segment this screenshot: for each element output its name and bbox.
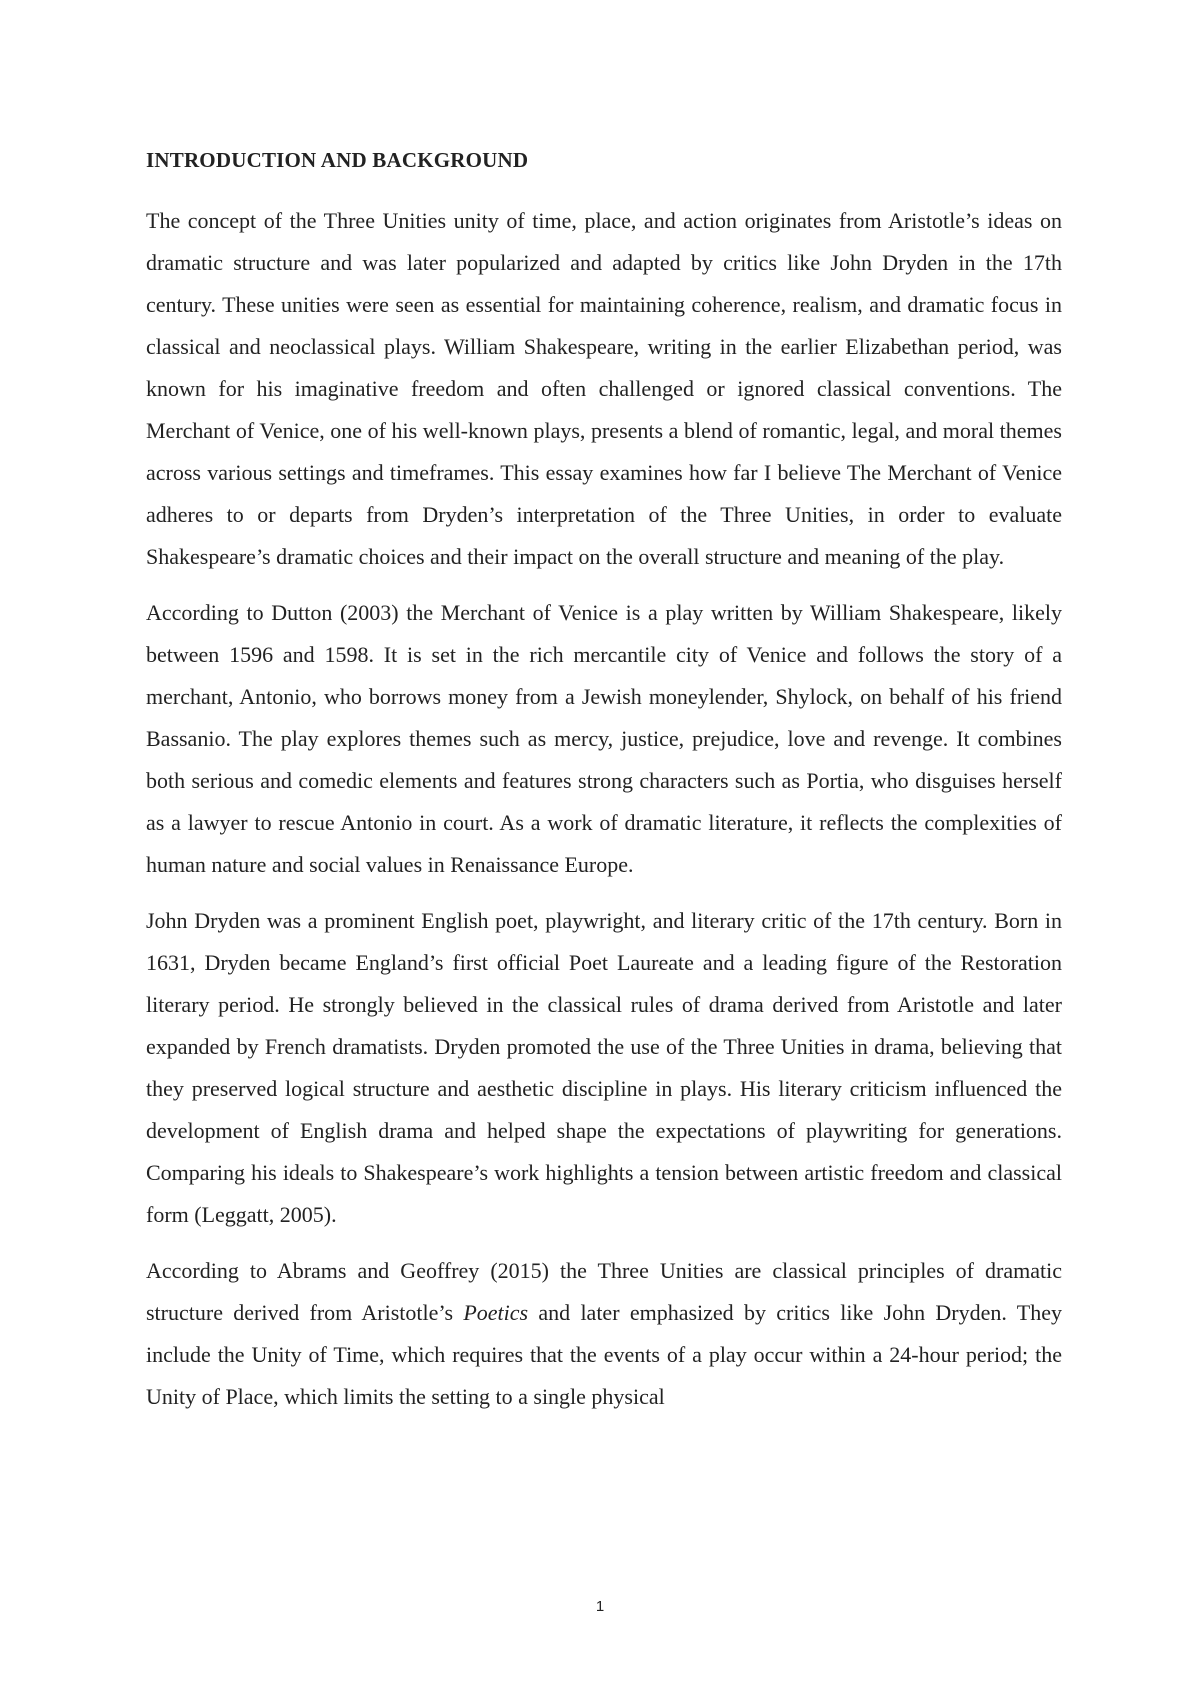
paragraph-abrams-text-end: and later emphasized by critics like John Dryden. They include the Unity of Time, which requires that the events of a play occur within a 24-hour period; the Unity of Place, which limits the setting to a single physical <box>146 1300 1063 1409</box>
paragraph-intro: The concept of the Three Unities unity of time, place, and action originates from Aristotle’s ideas on dramatic structure and was later popularized and adapted by critics like John Dryden in the 17th century. These unities were seen as essential for maintaining coherence, realism, and dramatic focus in classical and neoclassical plays. William Shakespeare, writing in the earlier Elizabethan period, was known for his imaginative freedom and often challenged or ignored classical conventions. The Merchant of Venice, one of his well-known plays, presents a blend of romantic, legal, and moral themes across various settings and timeframes. This essay examines how far I believe The Merchant of Venice adheres to or departs from Dryden’s interpretation of the Three Unities, in order to evaluate Shakespeare’s dramatic choices and their impact on the overall structure and meaning of the play. <box>146 208 1062 569</box>
page-number: 1 <box>595 1598 605 1615</box>
paragraph-abrams-text-start: According to Abrams and Geoffrey (2015) the Three Unities are classical principles of dramatic structure derived from Aristotle’s <box>146 1258 1062 1325</box>
section-heading: INTRODUCTION AND BACKGROUND <box>146 148 529 172</box>
paragraph-dryden: John Dryden was a prominent English poet, playwright, and literary critic of the 17th century. Born in 1631, Dryden became England’s first official Poet Laureate and a leading figure of the Restoration literary period. He strongly believed in the classical rules of drama derived from Aristotle and later expanded by French dramatists. Dryden promoted the use of the Three Unities in drama, believing that they preserved logical structure and aesthetic discipline in plays. His literary criticism influenced the development of English drama and helped shape the expectations of playwriting for generations. Comparing his ideals to Shakespeare’s work highlights a tension between artistic freedom and classical form (Leggatt, 2005). <box>146 908 1062 1227</box>
paragraph-abrams <box>146 1250 1062 1418</box>
page-content <box>146 140 1062 1432</box>
poetics-title: Poetics <box>463 1300 529 1325</box>
paragraph-dutton: According to Dutton (2003) the Merchant of Venice is a play written by William Shakespeare, likely between 1596 and 1598. It is set in the rich mercantile city of Venice and follows the story of a merchant, Antonio, who borrows money from a Jewish moneylender, Shylock, on behalf of his friend Bassanio. The play explores themes such as mercy, justice, prejudice, love and revenge. It combines both serious and comedic elements and features strong characters such as Portia, who disguises herself as a lawyer to rescue Antonio in court. As a work of dramatic literature, it reflects the complexities of human nature and social values in Renaissance Europe. <box>146 600 1062 877</box>
